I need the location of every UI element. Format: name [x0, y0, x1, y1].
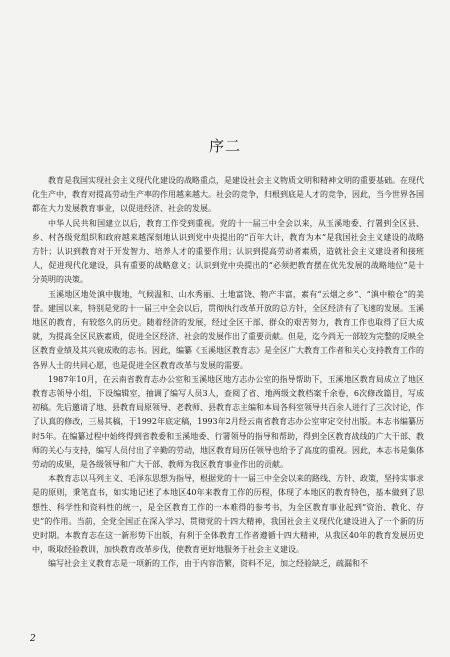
body-text: [32, 174, 424, 572]
page-title: 序二: [208, 137, 241, 155]
paragraph: 中华人民共和国建立以后，教育工作受到重视。党的十一届三中全会以来，从玉溪地委、行署到全区县、乡、村各级党组织和政府越来越深刻地认识到党中央提出的“百年大计，教育为本”是我国社会主义建设的战略方针；认识到教育对于开发智力、培养人才的重要作用；认识到提高劳动者素质，造就社会主义建设者和接班人，促进现代化建设，具有重要的战略意义；认识到党中央提出的“必须把教育摆在优先发展的战略地位”是十分英明的决策。: [32, 218, 424, 285]
paragraph: 玉溪地区地处滇中腹地，气候温和、山水秀丽、土地富饶、物产丰富，素有“云烟之乡”、“滇中粮仓”的美誉。建国以来，特别是党的十一届三中全会以后，贯彻执行改革开放的总方针，全区经济有了飞速的发展。玉溪地区的教育，有较悠久的历史。随着经济的发展，经过全区干部、群众的艰苦努力，教育工作也取得了巨大成就，为提高全区民族素质，促进全区经济、社会的发展作出了重要贡献。但是，迄今尚无一部较为完整的反映全区教育业绩及其兴衰成败的志书。因此，编纂《玉溪地区教育志》是全区广大教育工作者和关心支持教育工作的各界人士的共同心愿，也是促进全区教育改革与发展的需要。: [32, 289, 424, 370]
paragraph: 编写社会主义教育志是一项新的工作，由于内容浩繁，资料不足，加之经验缺乏，疏漏和不: [48, 559, 368, 569]
paragraph: 本教育志以马列主义、毛泽东思想为指导，根据党的十一届三中全会以来的路线、方针、政策，坚持实事求是的原则，秉笔直书，如实地记述了本地区40年来教育工作的历程，体现了本地区的教育特色，基本做到了思想性、科学性和资料性的统一，是全区教育工作的一本难得的参考书，为全区教育事业起到“资治、教化、存史”的作用。当前，全党全国正在深入学习、贯彻党的十四大精神，我国社会主义现代化建设进入了一个新的历史时期。本教育志在这一新形势下出版，有利于全体教育工作者遵循十四大精神，从我区40年的教育发展历史中，吸取经验教训，加快教育改革步伐，使教育更好地服务于社会主义建设。: [32, 474, 424, 555]
paragraph: 1987年10月，在云南省教育志办公室和玉溪地区地方志办公室的指导帮助下，玉溪地区教育局成立了地区教育志领导小组，下设编辑室，抽调了编写人员3人，查阅了省、地两级文教档案千余卷，6次修改篇目，写成初稿。先后邀请了地、县教育局原领导、老教师、县教育志主编和本局各科室领导共百余人进行了三次讨论，作了认真的修改，三易其稿，于1992年底定稿，1993年2月经云南省教育志办公室审定交付出版。本志书编纂历时5年。在编纂过程中始终得到省教委和玉溪地委、行署领导的指导和帮助，得到全区教育战线的广大干部、教师的关心与支持，编写人员付出了辛勤的劳动，地区教育局历任领导也给予了高度的重视。因此，本志书是集体劳动的成果，是各级领导和广大干部、教师为我区教育事业作出的贡献。: [32, 374, 424, 470]
page-number: 2: [30, 634, 36, 644]
paragraph: 教育是我国实现社会主义现代化建设的战略重点，是建设社会主义物质文明和精神文明的重要基础。在现代化生产中，教育对提高劳动生产率的作用越来越大。社会的竞争，归根到底是人才的竞争，因此，当今世界各国都在大力发展教育事业，以促进经济、社会的发展。: [32, 176, 424, 214]
